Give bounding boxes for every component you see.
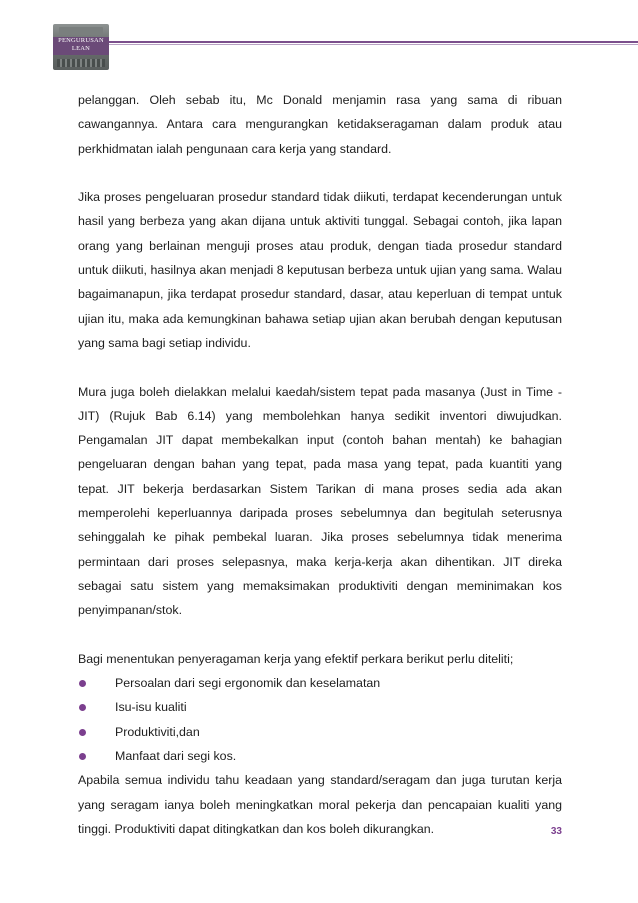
list-item (78, 744, 562, 768)
logo-title-band (53, 37, 109, 55)
bullet-icon (79, 753, 86, 760)
closing-paragraph: Apabila semua individu tahu keadaan yang standard/seragam dan juga turutan kerja yang seragam ianya boleh meningkatkan moral pekerja dan pencapaian kualiti yang tinggi. Produktiviti dapat ditingkatkan dan kos boleh dikurangkan. (78, 773, 562, 836)
paragraph-2: Jika proses pengeluaran prosedur standard tidak diikuti, terdapat kecenderungan untuk hasil yang berbeza yang akan dijana untuk aktiviti tunggal. Sebagai contoh, jika lapan orang yang berlainan menguji proses atau produk, dengan tiada prosedur standard untuk diikuti, hasilnya akan menjadi 8 keputusan berbeza untuk ujian yang sama. Walau bagaimanapun, jika terdapat prosedur standard, dasar, atau keperluan di tempat untuk ujian itu, maka ada kemungkinan bahawa setiap ujian akan berubah dengan keputusan yang sama bagi setiap individu. (78, 190, 562, 350)
logo-line-1: PENGURUSAN (58, 37, 104, 44)
list-item-text: Manfaat dari segi kos. (115, 749, 237, 764)
list-item (78, 695, 562, 719)
header-rule-thin (109, 44, 638, 45)
paragraph-3: Mura juga boleh dielakkan melalui kaedah/sistem tepat pada masanya (Just in Time - JIT) (Rujuk Bab 6.14) yang membolehkan hanya sedikit inventori diwujudkan. Pengamalan JIT dapat membekalkan input (contoh bahan mentah) ke bahagian pengeluaran dengan bahan yang tepat, pada masa yang tepat, pada kuantiti yang tepat. JIT bekerja berdasarkan Sistem Tarikan di mana proses sedia ada akan memperolehi keperluannya daripada proses sebelumnya dan begitulah seterusnya sehinggalah ke pihak pembekal luaran. Jika proses sebelumnya tidak menerima permintaan dari proses selepasnya, maka kerja-kerja akan dihentikan. JIT direka sebagai satu sistem yang memaksimakan produktiviti dengan meminimakan kos penyimpanan/stok. (78, 384, 562, 618)
page-number: 33 (550, 826, 562, 837)
list-item-text: Produktiviti,dan (115, 724, 200, 739)
paragraph-4: Bagi menentukan penyeragaman kerja yang efektif perkara berikut perlu diteliti; (78, 651, 514, 666)
header-logo (53, 24, 109, 70)
typewriter-top-image (59, 27, 103, 35)
bullet-icon (79, 704, 86, 711)
bullet-icon (79, 680, 86, 687)
typewriter-keys-image (57, 59, 105, 67)
paragraph-1: pelanggan. Oleh sebab itu, Mc Donald menjamin rasa yang sama di ribuan cawangannya. Antara cara mengurangkan ketidakseragaman dalam produk atau perkhidmatan ialah pengunaan cara kerja yang standard. (78, 93, 562, 156)
logo-line-2: LEAN (71, 45, 91, 52)
list-item-text: Isu-isu kualiti (115, 700, 187, 715)
bullet-icon (79, 729, 86, 736)
page-content (78, 88, 562, 841)
list-item-text: Persoalan dari segi ergonomik dan keselamatan (115, 676, 381, 691)
bullet-list (78, 671, 562, 768)
list-item (78, 671, 562, 695)
list-item (78, 720, 562, 744)
header-rule (109, 41, 638, 43)
